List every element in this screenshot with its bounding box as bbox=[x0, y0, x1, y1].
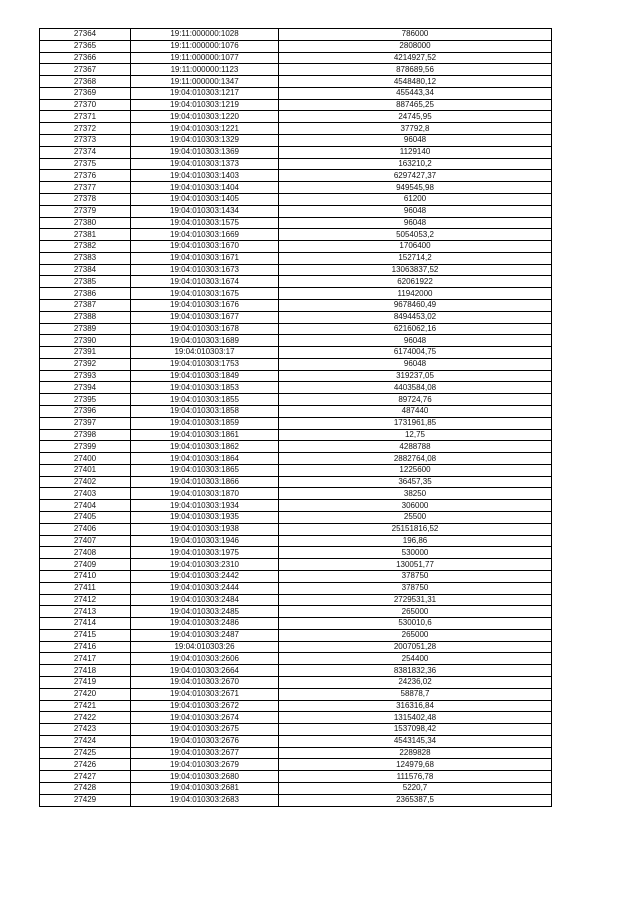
row-number-cell: 27402 bbox=[40, 476, 131, 488]
cadastral-number-cell: 19:04:010303:2487 bbox=[131, 629, 279, 641]
table-row bbox=[40, 299, 552, 311]
row-number-cell: 27393 bbox=[40, 370, 131, 382]
cadastral-number-cell: 19:04:010303:1678 bbox=[131, 323, 279, 335]
value-cell: 89724,76 bbox=[279, 394, 552, 406]
cadastral-number-cell: 19:04:010303:1221 bbox=[131, 123, 279, 135]
row-number-cell: 27396 bbox=[40, 406, 131, 418]
cadastral-number-cell: 19:04:010303:1938 bbox=[131, 523, 279, 535]
value-cell: 124979,68 bbox=[279, 759, 552, 771]
row-number-cell: 27397 bbox=[40, 417, 131, 429]
cadastral-number-cell: 19:04:010303:1935 bbox=[131, 512, 279, 524]
cadastral-number-cell: 19:04:010303:1855 bbox=[131, 394, 279, 406]
cadastral-number-cell: 19:04:010303:1865 bbox=[131, 464, 279, 476]
value-cell: 378750 bbox=[279, 582, 552, 594]
cadastral-number-cell: 19:04:010303:1934 bbox=[131, 500, 279, 512]
table-row bbox=[40, 712, 552, 724]
table-row bbox=[40, 735, 552, 747]
cadastral-number-cell: 19:04:010303:2670 bbox=[131, 676, 279, 688]
table-row bbox=[40, 676, 552, 688]
cadastral-number-cell: 19:11:000000:1077 bbox=[131, 52, 279, 64]
table-row bbox=[40, 288, 552, 300]
table-row bbox=[40, 783, 552, 795]
table-row bbox=[40, 394, 552, 406]
cadastral-number-cell: 19:04:010303:2679 bbox=[131, 759, 279, 771]
table-row bbox=[40, 40, 552, 52]
value-cell: 96048 bbox=[279, 217, 552, 229]
row-number-cell: 27406 bbox=[40, 523, 131, 535]
value-cell: 96048 bbox=[279, 335, 552, 347]
value-cell: 37792,8 bbox=[279, 123, 552, 135]
row-number-cell: 27416 bbox=[40, 641, 131, 653]
table-row bbox=[40, 488, 552, 500]
row-number-cell: 27364 bbox=[40, 29, 131, 41]
table-row bbox=[40, 559, 552, 571]
cadastral-number-cell: 19:04:010303:2681 bbox=[131, 783, 279, 795]
table-row bbox=[40, 264, 552, 276]
value-cell: 378750 bbox=[279, 570, 552, 582]
row-number-cell: 27392 bbox=[40, 358, 131, 370]
row-number-cell: 27405 bbox=[40, 512, 131, 524]
value-cell: 111576,78 bbox=[279, 771, 552, 783]
value-cell: 265000 bbox=[279, 629, 552, 641]
cadastral-number-cell: 19:04:010303:1369 bbox=[131, 146, 279, 158]
table-row bbox=[40, 229, 552, 241]
value-cell: 1731961,85 bbox=[279, 417, 552, 429]
table-row bbox=[40, 52, 552, 64]
cadastral-number-cell: 19:04:010303:1849 bbox=[131, 370, 279, 382]
table-row bbox=[40, 217, 552, 229]
row-number-cell: 27429 bbox=[40, 794, 131, 806]
row-number-cell: 27421 bbox=[40, 700, 131, 712]
table-row bbox=[40, 512, 552, 524]
cadastral-number-cell: 19:04:010303:2485 bbox=[131, 606, 279, 618]
cadastral-number-cell: 19:04:010303:1671 bbox=[131, 252, 279, 264]
row-number-cell: 27407 bbox=[40, 535, 131, 547]
value-cell: 4403584,08 bbox=[279, 382, 552, 394]
row-number-cell: 27418 bbox=[40, 665, 131, 677]
cadastral-number-cell: 19:04:010303:1864 bbox=[131, 453, 279, 465]
cadastral-number-cell: 19:04:010303:1689 bbox=[131, 335, 279, 347]
row-number-cell: 27419 bbox=[40, 676, 131, 688]
value-cell: 4548480,12 bbox=[279, 76, 552, 88]
value-cell: 130051,77 bbox=[279, 559, 552, 571]
cadastral-number-cell: 19:04:010303:1673 bbox=[131, 264, 279, 276]
cadastral-number-cell: 19:04:010303:2486 bbox=[131, 618, 279, 630]
value-cell: 2808000 bbox=[279, 40, 552, 52]
table-row bbox=[40, 570, 552, 582]
row-number-cell: 27394 bbox=[40, 382, 131, 394]
value-cell: 6174004,75 bbox=[279, 347, 552, 359]
cadastral-number-cell: 19:04:010303:2484 bbox=[131, 594, 279, 606]
cadastral-number-cell: 19:04:010303:1676 bbox=[131, 299, 279, 311]
value-cell: 2365387,5 bbox=[279, 794, 552, 806]
table-row bbox=[40, 441, 552, 453]
value-cell: 887465,25 bbox=[279, 99, 552, 111]
table-row bbox=[40, 182, 552, 194]
row-number-cell: 27422 bbox=[40, 712, 131, 724]
row-number-cell: 27375 bbox=[40, 158, 131, 170]
table-row bbox=[40, 123, 552, 135]
cadastral-number-cell: 19:04:010303:1853 bbox=[131, 382, 279, 394]
table-row bbox=[40, 653, 552, 665]
value-cell: 1225600 bbox=[279, 464, 552, 476]
table-row bbox=[40, 241, 552, 253]
cadastral-number-cell: 19:04:010303:1674 bbox=[131, 276, 279, 288]
value-cell: 13063837,52 bbox=[279, 264, 552, 276]
cadastral-value-table bbox=[39, 28, 552, 807]
row-number-cell: 27410 bbox=[40, 570, 131, 582]
cadastral-number-cell: 19:04:010303:1217 bbox=[131, 87, 279, 99]
value-cell: 6216062,16 bbox=[279, 323, 552, 335]
table-row bbox=[40, 170, 552, 182]
cadastral-number-cell: 19:11:000000:1123 bbox=[131, 64, 279, 76]
cadastral-number-cell: 19:04:010303:1405 bbox=[131, 193, 279, 205]
table-row bbox=[40, 193, 552, 205]
table-row bbox=[40, 29, 552, 41]
value-cell: 5220,7 bbox=[279, 783, 552, 795]
cadastral-number-cell: 19:04:010303:1434 bbox=[131, 205, 279, 217]
row-number-cell: 27373 bbox=[40, 135, 131, 147]
value-cell: 4543145,34 bbox=[279, 735, 552, 747]
row-number-cell: 27408 bbox=[40, 547, 131, 559]
row-number-cell: 27414 bbox=[40, 618, 131, 630]
value-cell: 6297427,37 bbox=[279, 170, 552, 182]
table-row bbox=[40, 582, 552, 594]
value-cell: 316316,84 bbox=[279, 700, 552, 712]
table-row bbox=[40, 370, 552, 382]
value-cell: 530010,6 bbox=[279, 618, 552, 630]
cadastral-number-cell: 19:04:010303:1404 bbox=[131, 182, 279, 194]
table-row bbox=[40, 311, 552, 323]
row-number-cell: 27369 bbox=[40, 87, 131, 99]
value-cell: 163210,2 bbox=[279, 158, 552, 170]
cadastral-number-cell: 19:11:000000:1347 bbox=[131, 76, 279, 88]
value-cell: 152714,2 bbox=[279, 252, 552, 264]
value-cell: 8381832,36 bbox=[279, 665, 552, 677]
cadastral-number-cell: 19:04:010303:1858 bbox=[131, 406, 279, 418]
table-row bbox=[40, 453, 552, 465]
table-row bbox=[40, 629, 552, 641]
table-row bbox=[40, 64, 552, 76]
row-number-cell: 27389 bbox=[40, 323, 131, 335]
row-number-cell: 27377 bbox=[40, 182, 131, 194]
value-cell: 5054053,2 bbox=[279, 229, 552, 241]
value-cell: 96048 bbox=[279, 205, 552, 217]
row-number-cell: 27399 bbox=[40, 441, 131, 453]
value-cell: 24236,02 bbox=[279, 676, 552, 688]
row-number-cell: 27404 bbox=[40, 500, 131, 512]
table-row bbox=[40, 146, 552, 158]
value-cell: 254400 bbox=[279, 653, 552, 665]
cadastral-number-cell: 19:04:010303:1329 bbox=[131, 135, 279, 147]
value-cell: 96048 bbox=[279, 358, 552, 370]
value-cell: 8494453,02 bbox=[279, 311, 552, 323]
cadastral-number-cell: 19:04:010303:1975 bbox=[131, 547, 279, 559]
table-row bbox=[40, 382, 552, 394]
value-cell: 36457,35 bbox=[279, 476, 552, 488]
value-cell: 25151816,52 bbox=[279, 523, 552, 535]
cadastral-number-cell: 19:04:010303:1859 bbox=[131, 417, 279, 429]
table-row bbox=[40, 323, 552, 335]
value-cell: 196,86 bbox=[279, 535, 552, 547]
cadastral-number-cell: 19:04:010303:1870 bbox=[131, 488, 279, 500]
table-row bbox=[40, 747, 552, 759]
value-cell: 2007051,28 bbox=[279, 641, 552, 653]
table-row bbox=[40, 464, 552, 476]
cadastral-number-cell: 19:04:010303:2442 bbox=[131, 570, 279, 582]
row-number-cell: 27398 bbox=[40, 429, 131, 441]
cadastral-number-cell: 19:04:010303:2677 bbox=[131, 747, 279, 759]
cadastral-number-cell: 19:04:010303:1575 bbox=[131, 217, 279, 229]
value-cell: 4288788 bbox=[279, 441, 552, 453]
value-cell: 12,75 bbox=[279, 429, 552, 441]
table-row bbox=[40, 500, 552, 512]
cadastral-number-cell: 19:04:010303:26 bbox=[131, 641, 279, 653]
cadastral-number-cell: 19:04:010303:1220 bbox=[131, 111, 279, 123]
table-row bbox=[40, 335, 552, 347]
value-cell: 306000 bbox=[279, 500, 552, 512]
table-row bbox=[40, 523, 552, 535]
value-cell: 878689,56 bbox=[279, 64, 552, 76]
table-row bbox=[40, 476, 552, 488]
row-number-cell: 27415 bbox=[40, 629, 131, 641]
row-number-cell: 27403 bbox=[40, 488, 131, 500]
row-number-cell: 27420 bbox=[40, 688, 131, 700]
row-number-cell: 27426 bbox=[40, 759, 131, 771]
row-number-cell: 27412 bbox=[40, 594, 131, 606]
row-number-cell: 27379 bbox=[40, 205, 131, 217]
value-cell: 24745,95 bbox=[279, 111, 552, 123]
value-cell: 58878,7 bbox=[279, 688, 552, 700]
cadastral-number-cell: 19:04:010303:1946 bbox=[131, 535, 279, 547]
table-row bbox=[40, 618, 552, 630]
cadastral-number-cell: 19:04:010303:2675 bbox=[131, 724, 279, 736]
row-number-cell: 27366 bbox=[40, 52, 131, 64]
table-row bbox=[40, 759, 552, 771]
table-row bbox=[40, 606, 552, 618]
cadastral-number-cell: 19:04:010303:1675 bbox=[131, 288, 279, 300]
cadastral-number-cell: 19:04:010303:2671 bbox=[131, 688, 279, 700]
value-cell: 2729531,31 bbox=[279, 594, 552, 606]
cadastral-number-cell: 19:04:010303:1670 bbox=[131, 241, 279, 253]
value-cell: 38250 bbox=[279, 488, 552, 500]
cadastral-number-cell: 19:04:010303:2674 bbox=[131, 712, 279, 724]
cadastral-number-cell: 19:11:000000:1076 bbox=[131, 40, 279, 52]
row-number-cell: 27387 bbox=[40, 299, 131, 311]
cadastral-number-cell: 19:04:010303:2672 bbox=[131, 700, 279, 712]
row-number-cell: 27378 bbox=[40, 193, 131, 205]
value-cell: 62061922 bbox=[279, 276, 552, 288]
table-row bbox=[40, 594, 552, 606]
table-row bbox=[40, 158, 552, 170]
value-cell: 9678460,49 bbox=[279, 299, 552, 311]
table-row bbox=[40, 276, 552, 288]
table-row bbox=[40, 205, 552, 217]
row-number-cell: 27417 bbox=[40, 653, 131, 665]
table-row bbox=[40, 665, 552, 677]
row-number-cell: 27368 bbox=[40, 76, 131, 88]
table-row bbox=[40, 417, 552, 429]
table-row bbox=[40, 347, 552, 359]
row-number-cell: 27371 bbox=[40, 111, 131, 123]
table-row bbox=[40, 252, 552, 264]
value-cell: 96048 bbox=[279, 135, 552, 147]
table-row bbox=[40, 135, 552, 147]
row-number-cell: 27413 bbox=[40, 606, 131, 618]
table-row bbox=[40, 406, 552, 418]
table-row bbox=[40, 688, 552, 700]
table-row bbox=[40, 724, 552, 736]
value-cell: 2882764,08 bbox=[279, 453, 552, 465]
value-cell: 786000 bbox=[279, 29, 552, 41]
cadastral-number-cell: 19:04:010303:2676 bbox=[131, 735, 279, 747]
row-number-cell: 27390 bbox=[40, 335, 131, 347]
row-number-cell: 27409 bbox=[40, 559, 131, 571]
value-cell: 530000 bbox=[279, 547, 552, 559]
cadastral-number-cell: 19:04:010303:2680 bbox=[131, 771, 279, 783]
cadastral-number-cell: 19:04:010303:1677 bbox=[131, 311, 279, 323]
row-number-cell: 27401 bbox=[40, 464, 131, 476]
row-number-cell: 27423 bbox=[40, 724, 131, 736]
table-row bbox=[40, 641, 552, 653]
table-row bbox=[40, 771, 552, 783]
table-row bbox=[40, 87, 552, 99]
table-row bbox=[40, 429, 552, 441]
cadastral-number-cell: 19:04:010303:1753 bbox=[131, 358, 279, 370]
table-row bbox=[40, 76, 552, 88]
value-cell: 949545,98 bbox=[279, 182, 552, 194]
table-body bbox=[40, 29, 552, 807]
row-number-cell: 27374 bbox=[40, 146, 131, 158]
cadastral-number-cell: 19:04:010303:1861 bbox=[131, 429, 279, 441]
row-number-cell: 27381 bbox=[40, 229, 131, 241]
row-number-cell: 27400 bbox=[40, 453, 131, 465]
value-cell: 1706400 bbox=[279, 241, 552, 253]
table-row bbox=[40, 111, 552, 123]
row-number-cell: 27428 bbox=[40, 783, 131, 795]
cadastral-number-cell: 19:04:010303:17 bbox=[131, 347, 279, 359]
cadastral-number-cell: 19:04:010303:1669 bbox=[131, 229, 279, 241]
row-number-cell: 27383 bbox=[40, 252, 131, 264]
value-cell: 11942000 bbox=[279, 288, 552, 300]
table-row bbox=[40, 535, 552, 547]
cadastral-number-cell: 19:11:000000:1028 bbox=[131, 29, 279, 41]
cadastral-number-cell: 19:04:010303:1866 bbox=[131, 476, 279, 488]
row-number-cell: 27386 bbox=[40, 288, 131, 300]
row-number-cell: 27365 bbox=[40, 40, 131, 52]
value-cell: 61200 bbox=[279, 193, 552, 205]
row-number-cell: 27376 bbox=[40, 170, 131, 182]
row-number-cell: 27395 bbox=[40, 394, 131, 406]
value-cell: 319237,05 bbox=[279, 370, 552, 382]
table-row bbox=[40, 794, 552, 806]
row-number-cell: 27388 bbox=[40, 311, 131, 323]
table-row bbox=[40, 547, 552, 559]
cadastral-number-cell: 19:04:010303:1373 bbox=[131, 158, 279, 170]
row-number-cell: 27372 bbox=[40, 123, 131, 135]
value-cell: 25500 bbox=[279, 512, 552, 524]
value-cell: 265000 bbox=[279, 606, 552, 618]
row-number-cell: 27370 bbox=[40, 99, 131, 111]
value-cell: 1537098,42 bbox=[279, 724, 552, 736]
row-number-cell: 27424 bbox=[40, 735, 131, 747]
cadastral-number-cell: 19:04:010303:2606 bbox=[131, 653, 279, 665]
value-cell: 487440 bbox=[279, 406, 552, 418]
table-row bbox=[40, 99, 552, 111]
cadastral-number-cell: 19:04:010303:1862 bbox=[131, 441, 279, 453]
value-cell: 2289828 bbox=[279, 747, 552, 759]
value-cell: 455443,34 bbox=[279, 87, 552, 99]
row-number-cell: 27384 bbox=[40, 264, 131, 276]
cadastral-number-cell: 19:04:010303:2310 bbox=[131, 559, 279, 571]
row-number-cell: 27367 bbox=[40, 64, 131, 76]
row-number-cell: 27411 bbox=[40, 582, 131, 594]
cadastral-number-cell: 19:04:010303:2664 bbox=[131, 665, 279, 677]
row-number-cell: 27380 bbox=[40, 217, 131, 229]
table-row bbox=[40, 358, 552, 370]
row-number-cell: 27425 bbox=[40, 747, 131, 759]
value-cell: 1129140 bbox=[279, 146, 552, 158]
cadastral-number-cell: 19:04:010303:1219 bbox=[131, 99, 279, 111]
value-cell: 4214927,52 bbox=[279, 52, 552, 64]
cadastral-number-cell: 19:04:010303:2444 bbox=[131, 582, 279, 594]
value-cell: 1315402,48 bbox=[279, 712, 552, 724]
table-row bbox=[40, 700, 552, 712]
row-number-cell: 27385 bbox=[40, 276, 131, 288]
row-number-cell: 27427 bbox=[40, 771, 131, 783]
row-number-cell: 27391 bbox=[40, 347, 131, 359]
cadastral-number-cell: 19:04:010303:2683 bbox=[131, 794, 279, 806]
cadastral-number-cell: 19:04:010303:1403 bbox=[131, 170, 279, 182]
row-number-cell: 27382 bbox=[40, 241, 131, 253]
